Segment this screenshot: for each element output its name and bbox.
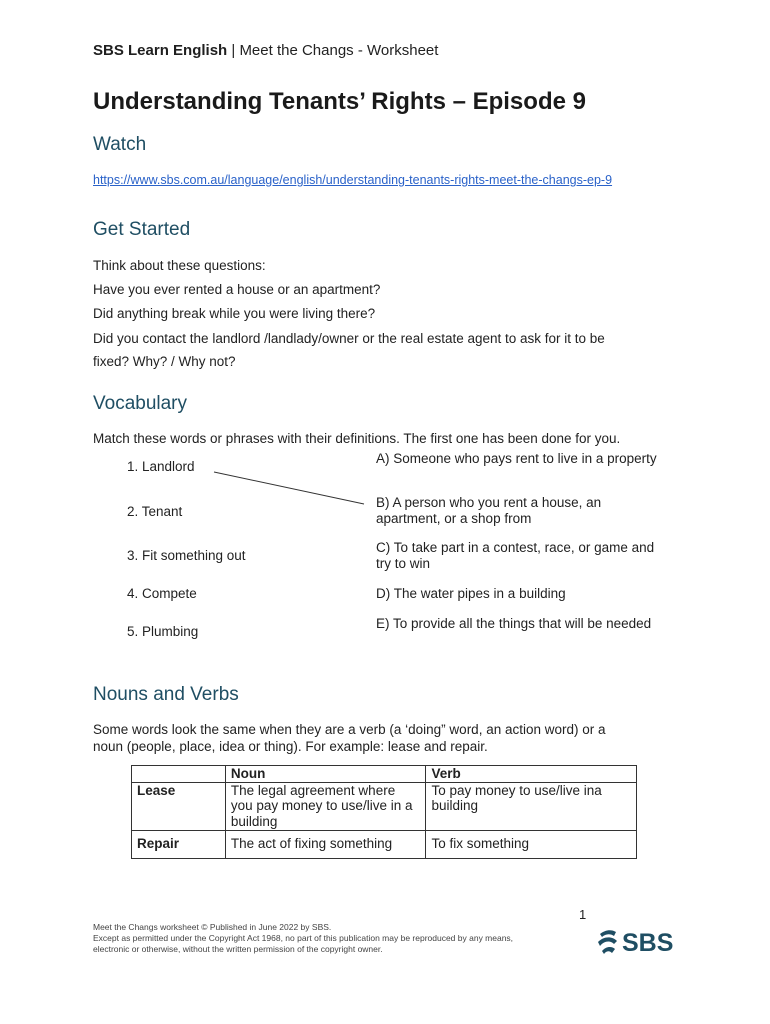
question-2: Did anything break while you were living there? — [93, 306, 376, 321]
column-header-verb: Verb — [426, 766, 637, 783]
brand-name: SBS Learn English — [93, 42, 228, 59]
row-word-repair: Repair — [132, 831, 226, 859]
vocabulary-heading: Vocabulary — [93, 393, 188, 414]
example-match-line — [214, 472, 364, 504]
page-number: 1 — [579, 907, 587, 922]
row-word-lease: Lease — [132, 782, 226, 831]
lease-verb-definition: To pay money to use/live ina building — [426, 782, 637, 831]
watch-heading: Watch — [93, 134, 147, 155]
lease-noun-definition: The legal agreement where you pay money to use/live in a building — [225, 782, 426, 831]
table-row — [132, 782, 637, 831]
question-3-continued: fixed? Why? / Why not? — [93, 354, 236, 369]
nouns-verbs-intro-1: Some words look the same when they are a verb (a ‘doing” word, an action word) or a — [93, 722, 606, 737]
repair-noun-definition: The act of fixing something — [225, 831, 426, 859]
question-intro: Think about these questions: — [93, 258, 266, 273]
copyright-footer — [93, 922, 513, 955]
get-started-heading: Get Started — [93, 219, 191, 240]
column-header-noun: Noun — [225, 766, 426, 783]
footer-line-2: Except as permitted under the Copyright Act 1968, no part of this publication may be reproduced by any means, — [93, 933, 514, 943]
header-subtitle: Meet the Changs - Worksheet — [239, 42, 439, 59]
vocab-word-fit-out: 3. Fit something out — [127, 548, 246, 563]
question-3: Did you contact the landlord /landlady/owner or the real estate agent to ask for it to be — [93, 331, 605, 346]
vocab-word-plumbing: 5. Plumbing — [127, 624, 199, 639]
vocabulary-instruction: Match these words or phrases with their definitions. The first one has been done for you. — [93, 431, 621, 446]
page-title: Understanding Tenants’ Rights – Episode 9 — [93, 88, 586, 115]
nouns-verbs-intro-2: noun (people, place, idea or thing). For example: lease and repair. — [93, 739, 488, 754]
nouns-verbs-heading: Nouns and Verbs — [93, 684, 239, 705]
table-corner-cell — [132, 766, 226, 783]
sbs-logo-text: SBS — [622, 929, 674, 957]
footer-line-3: electronic or otherwise, without the written permission of the copyright owner. — [93, 944, 383, 954]
vocab-definition-c: C) To take part in a contest, race, or game and try to win — [376, 540, 655, 571]
vocab-definition-b: B) A person who you rent a house, an apartment, or a shop from — [376, 495, 602, 526]
vocab-definition-d: D) The water pipes in a building — [376, 586, 566, 601]
table-row — [132, 831, 637, 859]
nouns-verbs-table — [131, 765, 637, 859]
episode-link[interactable]: https://www.sbs.com.au/language/english/understanding-tenants-rights-meet-the-changs-ep-9 — [93, 173, 613, 187]
sbs-logo-icon — [596, 920, 680, 960]
header-separator: | — [227, 42, 240, 59]
vocab-word-tenant: 2. Tenant — [127, 504, 183, 519]
vocab-word-compete: 4. Compete — [127, 586, 197, 601]
sbs-logo — [596, 920, 680, 965]
table-header-row — [132, 766, 637, 783]
repair-verb-definition: To fix something — [426, 831, 637, 859]
vocab-definition-a: A) Someone who pays rent to live in a property — [376, 451, 657, 466]
question-1: Have you ever rented a house or an apartment? — [93, 282, 381, 297]
vocab-definition-e: E) To provide all the things that will be needed — [376, 616, 652, 631]
footer-line-1: Meet the Changs worksheet © Published in June 2022 by SBS. — [93, 922, 332, 932]
vocab-word-landlord: 1. Landlord — [127, 459, 195, 474]
